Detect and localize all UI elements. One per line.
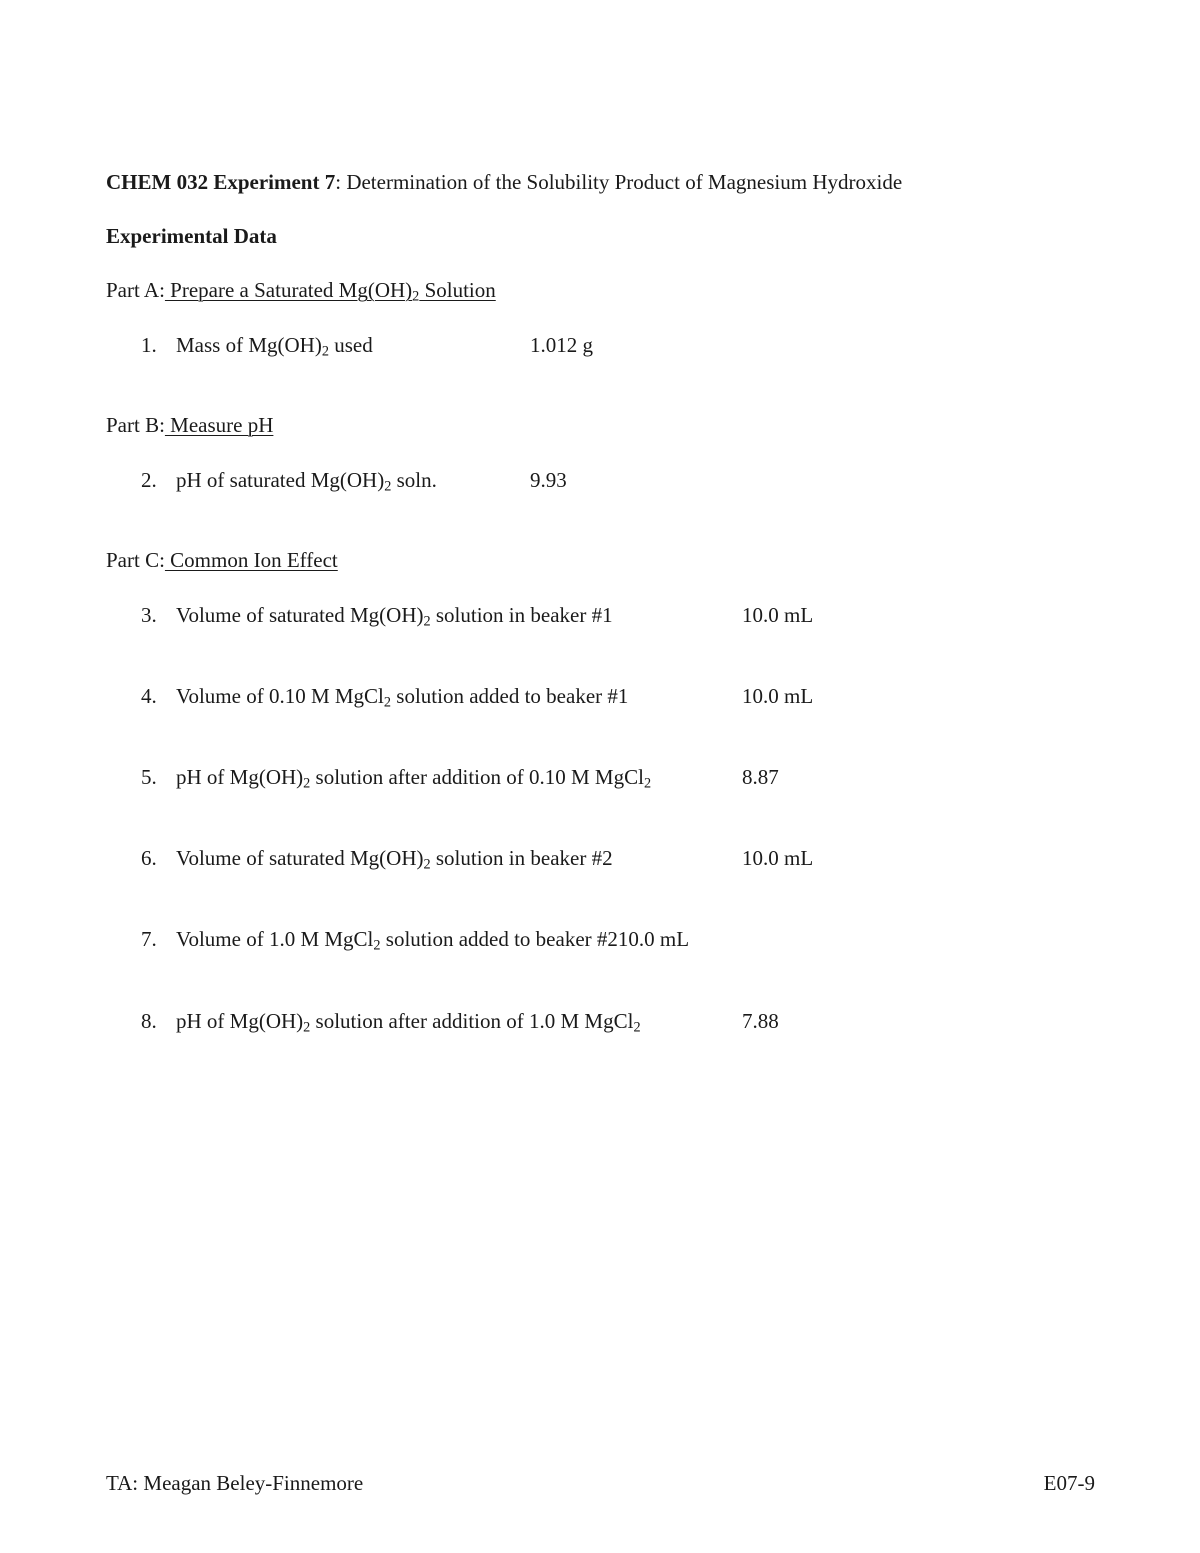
item-label-main: pH of Mg(OH) [176,765,304,789]
item-label-subscript: 2 [384,478,392,495]
item-label-main: pH of Mg(OH) [176,1009,304,1033]
experiment-title: : Determination of the Solubility Product of Magnesium Hydroxide [335,170,903,194]
item-label [176,927,689,952]
item-label-subscript: 2 [373,937,381,954]
item-label-subscript: 2 [633,1019,641,1036]
item-value: 1.012 g [530,333,593,357]
item-label-end: soln. [391,468,437,492]
item-value: 8.87 [742,765,779,789]
item-value: 10.0 mL [742,684,814,708]
item-label [176,684,628,709]
item-label-subscript: 2 [423,613,431,630]
item-label-main: Volume of 0.10 M MgCl [176,684,384,708]
item-number: 2. [141,468,157,492]
item-number: 8. [141,1009,157,1033]
course-experiment-label: CHEM 032 Experiment 7 [106,170,336,194]
item-label [176,333,373,358]
item-label-end: solution added to beaker #1 [391,684,629,708]
part-a-title-main: Prepare a Saturated Mg(OH) [164,278,413,302]
part-b-heading [106,413,273,438]
part-a-prefix: Part A: [106,278,165,302]
item-label [176,1009,641,1034]
part-c-title: Common Ion Effect [164,548,338,572]
item-number: 3. [141,603,157,627]
document-title [106,170,902,195]
item-label-end: used [328,333,373,357]
item-number: 5. [141,765,157,789]
item-label-subscript: 2 [321,343,329,360]
item-label-mid: solution after addition of 0.10 M MgCl [310,765,644,789]
part-c-prefix: Part C: [106,548,165,572]
part-b-prefix: Part B: [106,413,165,437]
item-label-end: solution added to beaker #2 [380,927,618,951]
part-c-heading [106,548,338,573]
part-a-title-end: Solution [419,278,496,302]
item-value: 10.0 mL [742,846,814,870]
part-a-heading [106,278,496,303]
item-label-mid: solution after addition of 1.0 M MgCl [310,1009,634,1033]
footer-ta-name: TA: Meagan Beley-Finnemore [106,1471,364,1495]
item-label-subscript: 2 [303,1019,311,1036]
item-number: 4. [141,684,157,708]
item-label-main: Volume of 1.0 M MgCl [176,927,374,951]
item-label [176,846,613,871]
item-label [176,603,613,628]
part-a-title [164,278,496,305]
item-label-main: Mass of Mg(OH) [176,333,322,357]
item-label-end: solution in beaker #2 [430,846,613,870]
item-number: 6. [141,846,157,870]
part-b-title: Measure pH [164,413,274,437]
item-value: 10.0 mL [617,927,690,951]
item-number: 7. [141,927,157,951]
item-value: 9.93 [530,468,567,492]
item-number: 1. [141,333,157,357]
item-label [176,765,651,790]
item-label-subscript: 2 [303,775,311,792]
section-heading: Experimental Data [106,224,277,248]
part-a-title-subscript: 2 [412,288,420,305]
item-value: 7.88 [742,1009,779,1033]
item-label-subscript: 2 [423,856,431,873]
item-label-main: Volume of saturated Mg(OH) [176,846,424,870]
item-label [176,468,437,493]
item-value: 10.0 mL [742,603,814,627]
item-label-subscript: 2 [643,775,652,792]
item-label-main: Volume of saturated Mg(OH) [176,603,424,627]
item-label-main: pH of saturated Mg(OH) [176,468,385,492]
footer-page-code: E07-9 [1043,1471,1095,1495]
item-label-end: solution in beaker #1 [430,603,613,627]
item-label-subscript: 2 [383,694,392,711]
